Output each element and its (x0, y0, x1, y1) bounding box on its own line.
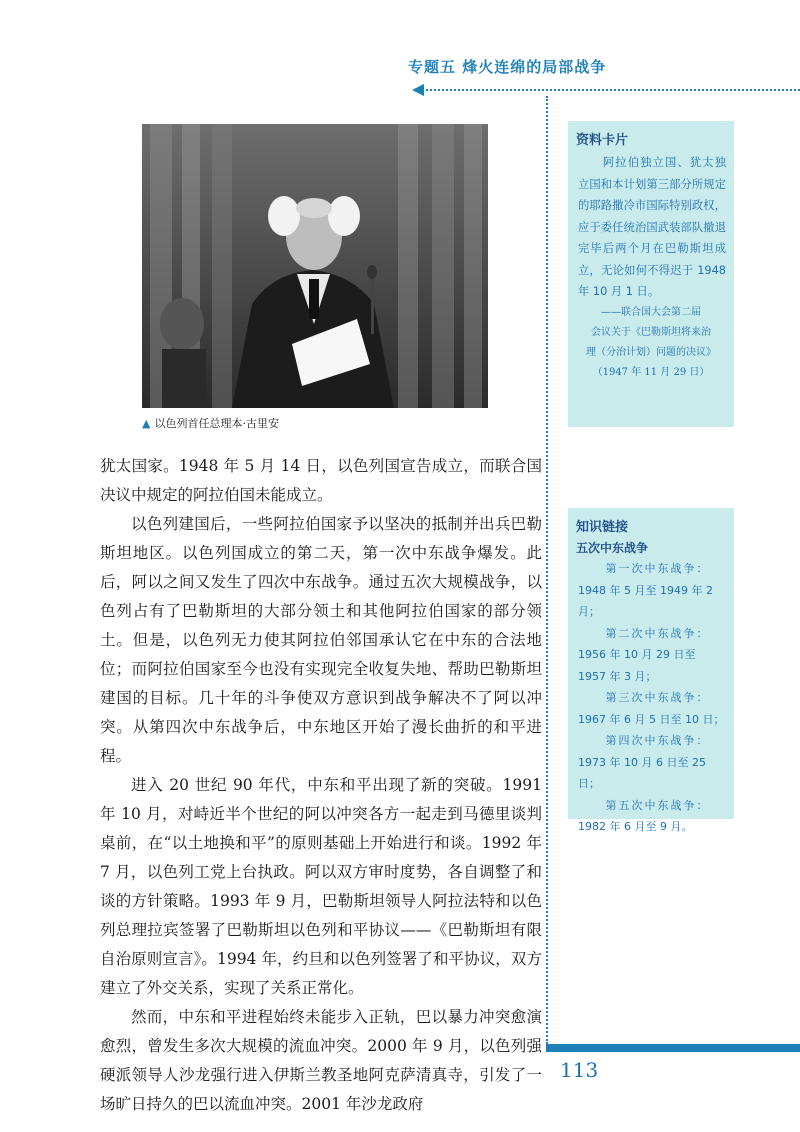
page-number: 113 (560, 1058, 599, 1082)
list-item (578, 687, 726, 730)
data-card-quote: 阿拉伯独立国、犹太独立国和本计划第三部分所规定的耶路撒冷市国际特别政权，应于委任统治国武装部队撤退完毕后两个月在巴勒斯坦成立，无论如何不得迟于 1948 年 10 月 1 日。 (578, 156, 726, 298)
body-text (100, 452, 542, 1119)
source-line: 会议关于《巴勒斯坦将来治 (591, 326, 711, 338)
chapter-header-title: 专题五 烽火连绵的局部战争 (408, 58, 607, 76)
war-period: 1973 年 10 月 6 日至 25 日； (578, 755, 706, 790)
source-line: ——联合国大会第二届 (601, 306, 701, 318)
source-line: （1947 年 11 月 29 日） (592, 366, 710, 378)
war-name: 第三次中东战争： (605, 691, 710, 704)
war-name: 第四次中东战争： (605, 734, 710, 747)
paragraph: 进入 20 世纪 90 年代，中东和平出现了新的突破。1991 年 10 月，对峙近半个世纪的阿以冲突各方一起走到马德里谈判桌前，在“以土地换和平”的原则基础上开始进行和谈。1992 年 7 月，以色列工党上台执政。阿以双方审时度势，各自调整了和谈的方针策略。1993 年 9 月，巴勒斯坦领导人阿拉法特和以色列总理拉宾签署了巴勒斯坦以色列和平协议——《巴勒斯坦有限自治原则宣言》。1994 年，约旦和以色列签署了和平协议，双方建立了外交关系，实现了关系正常化。 (100, 776, 542, 997)
ben-gurion-photo (142, 124, 488, 408)
war-name: 第二次中东战争： (605, 626, 710, 640)
data-card-source (568, 303, 734, 383)
list-item (578, 730, 726, 795)
war-period: 1948 年 5 月至 1949 年 2 月； (578, 583, 713, 618)
war-name: 第五次中东战争： (605, 798, 710, 812)
footer-bar (546, 1044, 800, 1052)
photo-caption-text: 以色列首任总理本·古里安 (154, 417, 279, 430)
triangle-icon: ▲ (142, 417, 151, 430)
war-period: 1956 年 10 月 29 日至 1957 年 3 月； (578, 648, 696, 683)
data-card-text (568, 152, 734, 303)
paragraph: 犹太国家。1948 年 5 月 14 日，以色列国宣告成立，而联合国决议中规定的阿拉伯国未能成立。 (100, 457, 542, 504)
list-item (578, 623, 726, 688)
knowledge-card-title: 知识链接 (576, 520, 629, 535)
knowledge-card-subtitle: 五次中东战争 (576, 541, 649, 555)
war-period: 1982 年 6 月至 9 月。 (578, 820, 693, 833)
war-list (568, 558, 734, 838)
war-name: 第一次中东战争： (605, 562, 710, 575)
knowledge-link-card (568, 508, 734, 833)
header-divider (422, 89, 800, 91)
paragraph: 然而，中东和平进程始终未能步入正轨，巴以暴力冲突愈演愈烈，曾发生多次大规模的流血冲突。2000 年 9 月，以色列强硬派领导人沙龙强行进入伊斯兰教圣地阿克萨清真寺，引发了一场旷日持久的巴以流血冲突。2001 年沙龙政府 (100, 1008, 542, 1113)
list-item (578, 795, 726, 838)
source-line: 理（分治计划）问题的决议》 (586, 346, 716, 358)
data-card-title: 资料卡片 (576, 133, 629, 148)
list-item (578, 558, 726, 623)
war-period: 1967 年 6 月 5 日至 10 日； (578, 712, 725, 726)
column-divider (546, 96, 548, 1044)
photo-caption (142, 415, 279, 431)
paragraph: 以色列建国后，一些阿拉伯国家予以坚决的抵制并出兵巴勒斯坦地区。以色列国成立的第二天，第一次中东战争爆发。此后，阿以之间又发生了四次中东战争。通过五次大规模战争，以色列占有了巴勒斯坦的大部分领土和其他阿拉伯国家的部分领土。但是，以色列无力使其阿拉伯邻国承认它在中东的合法地位；而阿拉伯国家至今也没有实现完全收复失地、帮助巴勒斯坦建国的目标。几十年的斗争使双方意识到战争解决不了阿以冲突。从第四次中东战争后，中东地区开始了漫长曲折的和平进程。 (100, 515, 542, 765)
data-card (568, 121, 734, 427)
